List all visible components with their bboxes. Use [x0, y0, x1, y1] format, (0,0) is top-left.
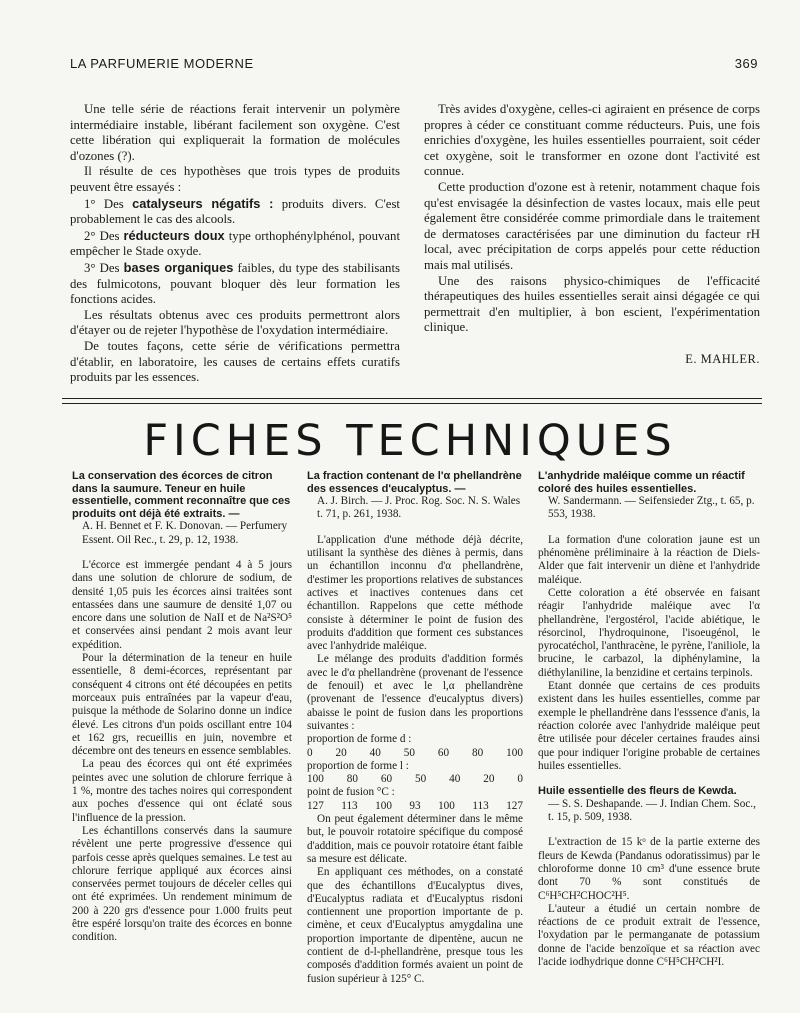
- fiche-reference: A. H. Bennet et F. K. Donovan. — Perfumery Essent. Oil Rec., t. 29, p. 12, 1938.: [82, 520, 288, 546]
- fiche-paragraph: Le mélange des produits d'addition formés avec le d'α phellandrène (provenant de l'essence de fenouil) et avec le l,α phellandrène (provenant de l'essence d'eucalyptus divers) abaisse le point de fusion dans les proportions suivantes :: [307, 653, 523, 732]
- table-cell: 60: [380, 773, 393, 786]
- table-cell: 80: [346, 773, 358, 786]
- article-left-column: [70, 102, 400, 386]
- table-cell: 20: [335, 746, 347, 759]
- article-paragraph: 1° Des catalyseurs négatifs : produits divers. C'est probablement le cas des alcools.: [70, 195, 400, 227]
- fiche-paragraph: On peut également déterminer dans le même but, le pouvoir rotatoire spécifique du composé d'addition, mais ce pouvoir rotatoire étant faible sa mesure est délicate.: [307, 813, 523, 865]
- table-row-values: [307, 773, 523, 786]
- table-cell: 113: [341, 799, 358, 812]
- table-cell: 127: [307, 799, 324, 812]
- article-paragraph: 2° Des réducteurs doux type orthophénylphénol, pouvant empêcher le Stade oxyde.: [70, 227, 401, 259]
- article-paragraph: Il résulte de ces hypothèses que trois types de produits peuvent être essayés :: [70, 164, 400, 194]
- table-cell: 0: [517, 773, 523, 786]
- page-number: 369: [734, 56, 758, 71]
- fiche-paragraph: Les échantillons conservés dans la saumure révèlent une perte progressive d'essence qui parfois cesse après quelques semaines. Le test au chlorure ferrique appliqué aux écorces ainsi conservées permet toujours de déceler celles qui ont été exprimées. Un rendement minimum de 200 à 220 grs d'essence pour 1.000 fruits peut être espéré lorsqu'on traite des écorces en bonne condition.: [72, 824, 292, 944]
- section-divider: [62, 398, 762, 399]
- table-row-label: proportion de forme l :: [307, 759, 409, 772]
- fiches-techniques: [72, 470, 762, 1000]
- fiche-paragraph: L'écorce est immergée pendant 4 à 5 jours dans une solution de chlorure de sodium, de densité 1,05 puis les écorces ainsi traitées sont entassées dans une saumure de densité 1,07 ou encore dans une solution de NaII et de Na²S²O⁵ et conservées ainsi pendant 2 mois avant leur expédition.: [72, 558, 292, 651]
- fiche-reference: W. Sandermann. — Seifensieder Ztg., t. 65, p. 553, 1938.: [548, 495, 755, 521]
- section-divider: [62, 403, 762, 404]
- fiche-reference: — S. S. Deshapande. — J. Indian Chem. Soc., t. 15, p. 509, 1938.: [548, 797, 756, 824]
- fiche-column-3: [538, 470, 760, 969]
- table-cell: 100: [506, 746, 523, 759]
- article-paragraph: Cette production d'ozone est à retenir, notamment chaque fois qu'est envisagée la désinfection de vastes locaux, mais elle peut également être considérée comme primordiale dans le traitement de dermatoses caractérisées par une diminution du facteur rH local, avec précipitation de corps appelés pour cette réduction mais mal utilisés.: [424, 179, 760, 272]
- running-head: [70, 56, 758, 71]
- table-cell: 100: [375, 799, 392, 812]
- table-cell: 40: [369, 746, 381, 759]
- fiche-paragraph: La formation d'une coloration jaune est un phénomène préliminaire à la réaction de Diels-Alder que fait intervenir un diène et l'anhydride maléique.: [538, 533, 760, 586]
- article-right-column: [424, 102, 760, 368]
- table-cell: 20: [483, 773, 495, 786]
- table-row-label: proportion de forme d :: [307, 733, 412, 746]
- spacer: [538, 773, 760, 785]
- table-cell: 60: [437, 746, 450, 759]
- table-cell: 50: [403, 746, 415, 759]
- melting-point-table: [307, 733, 523, 813]
- emphasis: bases organiques: [123, 259, 234, 275]
- table-row-values: [307, 747, 523, 760]
- fiche-paragraph: Pour la détermination de la teneur en huile essentielle, 8 demi-écorces, représentant par conséquent 4 citrons ont été découpées en petits morceaux puis entraînées par la vapeur d'eau, puisque la méthode de Solarino donne un indice élevé. Les citrons d'un poids oscillant entre 104 et 162 grs, recueillis en juin, novembre et décembre ont des teneurs en essence semblables.: [72, 652, 292, 758]
- table-cell: 100: [307, 773, 324, 786]
- fiche-paragraph: Cette coloration a été observée en faisant réagir l'anhydride maléique avec l'α phellandrène, l'ergostérol, l'acide abiétique, le résorcinol, l'hydroquinone, l'isoeugénol, le pyrocatéchol, l'anthracène, le pyrène, l'aniliole, la brucine, le carbazol, la diphénylamine, la diéthylaniline, la benzidine et certains terpinols.: [538, 586, 760, 679]
- article-continuation: [70, 102, 760, 384]
- article-paragraph: Une des raisons physico-chimiques de l'efficacité thérapeutiques des huiles essentielles serait ainsi dégagée ce qui permettrait d'en multiplier, à bon escient, l'expérimentation clinique.: [424, 273, 760, 335]
- article-paragraph: Très avides d'oxygène, celles-ci agiraient en présence de corps propres à céder ce constituant comme réducteurs. Puis, une fois enrichies d'oxygène, les huiles essentielles pourraient, soit céder cet oxygène, soit le transformer en ozone dont l'activité est connue.: [424, 102, 760, 179]
- table-row-label: point de fusion °C :: [307, 786, 395, 799]
- table-cell: 127: [506, 799, 523, 812]
- article-paragraph: 3° Des bases organiques faibles, du type des stabilisants des fulmicotons, pouvant bloquer dès leur formation les fonctions acides.: [70, 259, 400, 307]
- table-cell: 0: [307, 746, 313, 759]
- fiche-paragraph: Etant donnée que certains de ces produits existent dans les huiles essentielles, comme par exemple le phellandrène dans l'esssence d'anis, la réaction colorée avec l'anhydride maléique peut être utilisée pour déceler certaines fraudes ainsi que pour indiquer l'origine probable de certaines huiles essentielles.: [538, 680, 760, 772]
- table-row-values: [307, 800, 523, 813]
- table-cell: 113: [472, 799, 489, 812]
- fiche-paragraph: L'application d'une méthode déjà décrite, utilisant la synthèse des diènes à permis, dans un échantillon inconnu d'α phellandrène, d'estimer les proportions relatives de substances actives et inactives contenues dans cet échantillon. Rappelons que cette méthode consiste à déterminer le point de fusion des produits d'addition que forment ces substances avec l'anhydride maléique.: [307, 533, 523, 653]
- fiche-title: La fraction contenant de l'α phellandrène des essences d'eucalyptus. —: [307, 470, 522, 495]
- fiche-column-2: [307, 470, 523, 986]
- section-title: FICHES TECHNIQUES: [143, 416, 677, 466]
- journal-title: LA PARFUMERIE MODERNE: [70, 56, 254, 71]
- article-paragraph: Les résultats obtenus avec ces produits permettront alors d'étayer ou de rejeter l'hypothèse de l'oxydation intermédiaire.: [70, 307, 400, 338]
- fiche-column-1: [72, 470, 292, 945]
- table-cell: 100: [438, 799, 455, 812]
- emphasis: catalyseurs négatifs :: [132, 195, 274, 211]
- article-paragraph: De toutes façons, cette série de vérifications permettra d'établir, en laboratoire, les causes de certains effets curatifs produits par les essences.: [70, 338, 400, 385]
- fiche-paragraph: La peau des écorces qui ont été exprimées peintes avec une solution de chlorure ferrique à 1 %, montre des taches noires qui correspondent aux poches d'essence qui ont éclaté sous l'influence de la pression.: [72, 758, 292, 824]
- fiche-paragraph: L'extraction de 15 kᵒ de la partie externe des fleurs de Kewda (Pandanus odoratissimus) par le chloroforme donne 10 cm³ d'une essence brute dont 70 % sont constitués de C⁶H⁵CH²CHOC²H⁵.: [538, 836, 760, 902]
- table-cell: 40: [449, 773, 461, 786]
- author-signature: E. MAHLER.: [685, 351, 760, 366]
- fiche-paragraph: L'auteur a étudié un certain nombre de réactions de ce produit extrait de l'essence, l'oxydation par le permanganate de potassium donne de l'acide benzoïque et sa réaction avec l'acide iodhydrique donne C⁶H⁵CH²CH²I.: [538, 902, 760, 968]
- fiche-title: Huile essentielle des fleurs de Kewda.: [538, 785, 737, 798]
- article-paragraph: Une telle série de réactions ferait intervenir un polymère intermédiaire instable, libérant facilement son oxygène. C'est cette libération qui expliquerait la formation de molécules d'ozones (?).: [70, 102, 400, 163]
- fiche-reference: A. J. Birch. — J. Proc. Rog. Soc. N. S. Wales t. 71, p. 261, 1938.: [317, 495, 521, 521]
- table-cell: 50: [414, 773, 427, 786]
- table-cell: 80: [472, 746, 484, 759]
- table-cell: 93: [409, 799, 421, 812]
- fiche-title: La conservation des écorces de citron dans la saumure. Teneur en huile essentielle, comment reconnaître que ces produits ont déjà été extraits. —: [72, 470, 291, 520]
- emphasis: réducteurs doux: [123, 227, 225, 243]
- fiche-paragraph: En appliquant ces méthodes, on a constaté que des échantillons d'Eucalyptus dives, d'Eucalyptus radiata et d'Eucalyptus risdoni contiennent une proportion importante de p. cimène, et ceux d'Eucalyptus amygdalina une proportion importante de dipentène, aucun ne contient de d-l-phellandrène, presque tous les composés d'addition formés avaient un point de fusion supérieur à 125° C.: [307, 866, 523, 985]
- fiche-title: L'anhydride maléique comme un réactif coloré des huiles essentielles.: [538, 470, 745, 495]
